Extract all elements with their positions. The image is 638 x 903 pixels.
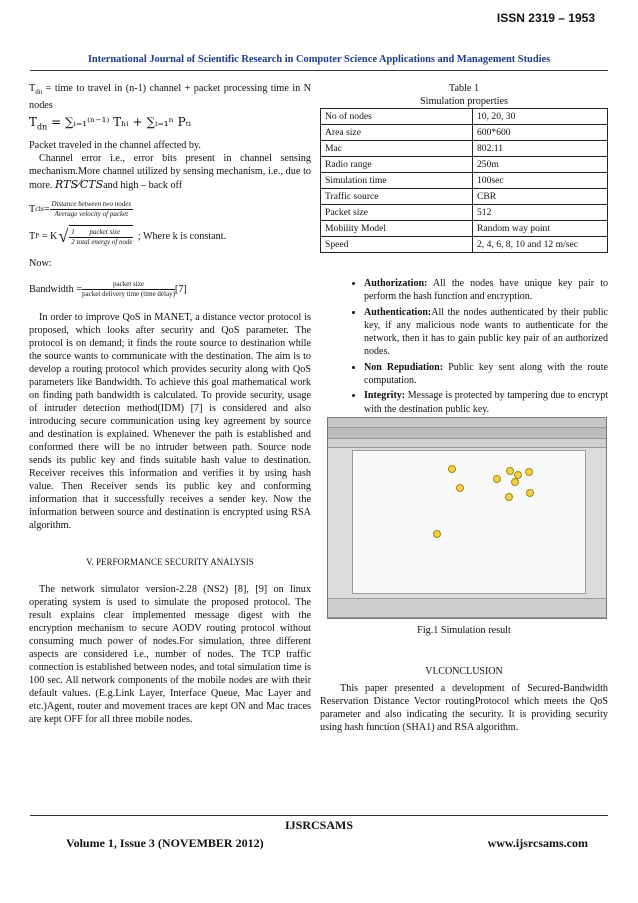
- bullet-item: [364, 277, 608, 304]
- bullet-term: Integrity:: [364, 390, 406, 402]
- footer-website: www.ijsrcsams.com: [487, 836, 588, 850]
- sim-node: [456, 484, 464, 492]
- tdn-formula: $T_{dn}$ = ∑ᵢ₌₁⁽ⁿ⁻¹⁾ Tₕᵢ + ∑ᵢ₌₁ⁿ Pₜᵢ: [29, 115, 192, 132]
- table-subtitle: Simulation properties: [420, 96, 508, 107]
- footer-volume: Volume 1, Issue 3 (NOVEMBER 2012): [66, 836, 264, 850]
- bullet-item: [364, 306, 608, 359]
- bullet-text: Message is protected by tampering due to encrypt with the destination public key.: [364, 390, 608, 415]
- paragraph-affected: Packet traveled in the channel affected by.: [29, 140, 201, 152]
- sim-node: [505, 493, 513, 501]
- table-row: [321, 173, 608, 189]
- sim-node: [526, 489, 534, 497]
- table-row: [321, 125, 608, 141]
- figure-caption: Fig.1 Simulation result: [417, 625, 511, 636]
- left-column: [29, 82, 311, 726]
- table-cell-value: 10, 20, 30: [473, 109, 608, 125]
- table-cell-value: 600*600: [473, 125, 608, 141]
- table-row: [321, 109, 608, 125]
- paragraph-channel-error: Channel error i.e., error bits present in channel sensing mechanism.More channel utilized by sensing mechanism, i.e., due to more. RTS⁄CTSand high – back off: [29, 153, 311, 192]
- table-row: [321, 237, 608, 253]
- bullet-text: All the nodes authenticated by their public key, if any malicious node wants to authenticate for the network, then it has to gain public key pair of an authorized nodes.: [364, 306, 608, 358]
- table-cell-value: 100sec: [473, 173, 608, 189]
- sim-menubar: [328, 418, 606, 428]
- sim-node: [448, 465, 456, 473]
- table-cell-property: Mobility Model: [321, 221, 473, 237]
- sim-timeline: [328, 439, 606, 448]
- tchi-formula: T chi = $\frac{\text{Distance between two nodes}}{\text{Average velocity of packet}}$: [29, 200, 132, 219]
- table-cell-value: Random way point: [473, 221, 608, 237]
- simulation-properties-table: [320, 108, 608, 253]
- section-vi-heading: VI.CONCLUSION: [425, 666, 503, 677]
- paragraph-simulator: The network simulator version-2.28 (NS2) [8], [9] on linux operating system is used to simulate the proposed protocol. The result explains clear implemented message digest with the encryption mechanism to secure AODV routing protocol without consuming much power of nodes.For simulation, three different aspects are considered i.e., number of nodes. The TCP traffic connection is established between nodes, and total simulation time is 100 sec. All network components of the mobile nodes are with their default values. (E.g.Link Layer, Interface Queue, Mac Layer and etc.)Agent, router and movement traces are kept ON and Mac traces are kept OFF for all three mobile nodes.: [29, 584, 311, 726]
- security-bullets: [320, 277, 608, 416]
- table-cell-property: Speed: [321, 237, 473, 253]
- sim-node: [506, 467, 514, 475]
- sim-node: [493, 475, 501, 483]
- table-row: [321, 221, 608, 237]
- sim-node: [433, 530, 441, 538]
- table-row: [321, 141, 608, 157]
- tp-formula: T P = K √ $\frac{1}{2}$ $\frac{\text{packet size}}{\text{total energy of node}}$ ; Where k is constant.: [29, 225, 227, 247]
- table-cell-property: Radio range: [321, 157, 473, 173]
- header-rule: [30, 70, 608, 71]
- bullet-text: Public key sent along with the route computation.: [364, 361, 608, 387]
- bullet-item: [364, 361, 608, 388]
- sim-node: [525, 468, 533, 476]
- table-row: [321, 189, 608, 205]
- conclusion-block: [320, 665, 608, 734]
- table-title: Table 1: [448, 83, 480, 94]
- footer-rule: [30, 815, 608, 816]
- table-cell-property: Simulation time: [321, 173, 473, 189]
- table-cell-property: Packet size: [321, 205, 473, 221]
- table-cell-value: 512: [473, 205, 608, 221]
- table-cell-value: 250m: [473, 157, 608, 173]
- table-cell-value: 2, 4, 6, 8, 10 and 12 m/sec: [473, 237, 608, 253]
- table-cell-property: Area size: [321, 125, 473, 141]
- bandwidth-formula: Bandwidth = $\frac{\text{packet size}}{\text{packet delivery time (time delay)}}$ [7]: [29, 280, 187, 299]
- footer-journal: IJSRCSAMS: [284, 818, 353, 832]
- journal-title: International Journal of Scientific Research in Computer Science Applications and Management Studies: [87, 54, 551, 65]
- table-cell-value: CBR: [473, 189, 608, 205]
- paragraph-qos: In order to improve QoS in MANET, a distance vector protocol is proposed, which looks after security and QoS parameter. The protocol is on demand; it finds the route source to destination while the source wants to communicate with the destination. The aim is to develop a routing protocol which provides security along with QoS parameters like Bandwidth. To achieve this goal mathematical work on finding path bandwidth is calculated. To provide security, usage of intruder detection method(IDM) [7] is considered and also introducing secure communication using key agreement by source and destination is explained. Whenever the path is established and conformed there will be no intruder between path. Source node sends its public key and finds suitable hash value to destination. Receiver receives this information and verifies it by using hash value. Then Receiver sends its public key and conforming information that it successfully receives a sender key. Now the information between source and destination is encrypted using RSA algorithm.: [29, 312, 311, 532]
- conclusion-paragraph: This paper presented a development of Secured-Bandwidth Reservation Distance Vector routingProtocol which meets the QoS parameter and also indicating the security. It is providing security using hash function (SHA1) and RSA algorithm.: [320, 683, 608, 733]
- table-row: [321, 205, 608, 221]
- now-label: Now:: [29, 258, 52, 270]
- sim-status-panel: [328, 598, 606, 618]
- table-cell-value: 802.11: [473, 141, 608, 157]
- issn: ISSN 2319 – 1953: [496, 11, 595, 25]
- bullet-term: Authorization:: [364, 278, 428, 289]
- table-row: [321, 157, 608, 173]
- table-cell-property: Traffic source: [321, 189, 473, 205]
- simulation-screenshot: [327, 417, 607, 619]
- sim-toolbar: [328, 428, 606, 439]
- sim-field: [352, 450, 586, 594]
- bullet-term: Non Repudiation:: [364, 361, 444, 373]
- table-cell-property: No of nodes: [321, 109, 473, 125]
- bullet-term: Authentication:: [364, 306, 432, 318]
- tdn-definition: $T_{dn}$ = time to travel in (n-1) channel + packet processing time in N nodes: [29, 83, 311, 112]
- sim-node: [511, 478, 519, 486]
- bullet-item: [364, 389, 608, 416]
- bullet-text: All the nodes have unique key pair to perform the hash function and encryption.: [364, 278, 608, 303]
- section-v-heading: V. PERFORMANCE SECURITY ANALYSIS: [86, 557, 254, 568]
- table-cell-property: Mac: [321, 141, 473, 157]
- right-column: [320, 82, 608, 418]
